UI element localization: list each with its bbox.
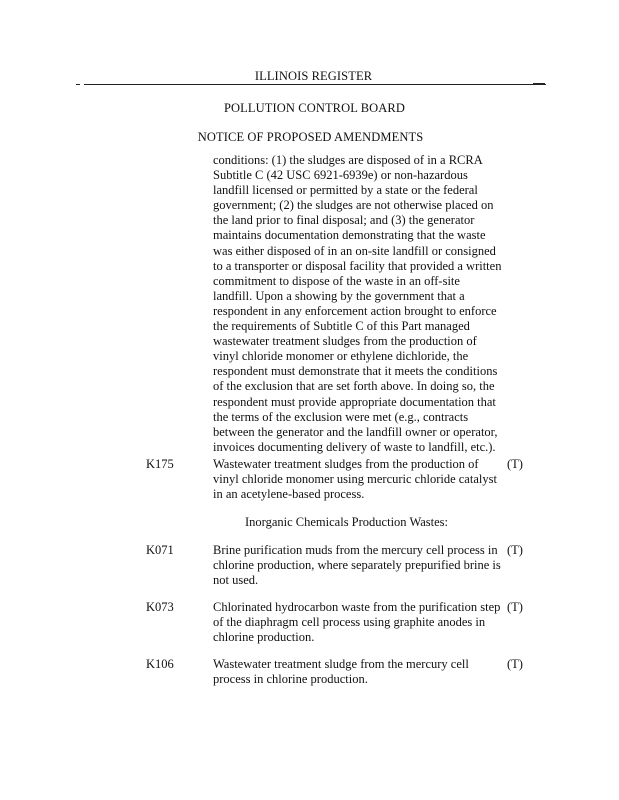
description-line: process in chlorine production. xyxy=(213,672,368,687)
continuation-paragraph xyxy=(213,153,503,455)
waste-description-k106 xyxy=(213,657,498,687)
paragraph-line: Subtitle C (42 USC 6921-6939e) or non-hazardous xyxy=(213,168,468,183)
description-line: Wastewater treatment sludges from the production of xyxy=(213,457,479,471)
hazard-code-k073: (T) xyxy=(507,600,523,614)
paragraph-line: between the generator and the landfill owner or operator, xyxy=(213,424,498,439)
paragraph-line: wastewater treatment sludges from the production of xyxy=(213,334,477,349)
paragraph-line: landfill licensed or permitted by a state or the federal xyxy=(213,183,478,198)
description-line: not used. xyxy=(213,573,259,588)
paragraph-line: respondent in any enforcement action brought to enforce xyxy=(213,303,497,318)
description-line: Wastewater treatment sludge from the mercury cell xyxy=(213,657,469,671)
header-rule-right-tick xyxy=(533,83,545,85)
paragraph-line: of the exclusion that are set forth above. In doing so, the xyxy=(213,379,495,394)
register-title: ILLINOIS REGISTER xyxy=(254,69,373,83)
description-line: chlorine production. xyxy=(213,630,315,645)
paragraph-line: invoices documenting delivery of waste to landfill, etc.). xyxy=(213,439,496,454)
paragraph-line: maintains documentation demonstrating that the waste xyxy=(213,228,486,243)
description-line: vinyl chloride monomer using mercuric chloride catalyst xyxy=(213,472,497,487)
paragraph-line: conditions: (1) the sludges are disposed of in a RCRA xyxy=(213,153,483,167)
description-line: in an acetylene-based process. xyxy=(213,487,365,502)
paragraph-line: was either disposed of in an on-site landfill or consigned xyxy=(213,243,496,258)
notice-title: NOTICE OF PROPOSED AMENDMENTS xyxy=(197,130,424,144)
agency-name: POLLUTION CONTROL BOARD xyxy=(224,101,405,115)
description-line: Chlorinated hydrocarbon waste from the purification step xyxy=(213,600,501,614)
paragraph-line: commitment to dispose of the waste in an off-site xyxy=(213,273,460,288)
description-line: Brine purification muds from the mercury cell process in xyxy=(213,543,498,557)
waste-description-k073 xyxy=(213,600,501,645)
waste-code-k073: K073 xyxy=(146,600,174,614)
paragraph-line: vinyl chloride monomer or ethylene dichloride, the xyxy=(213,349,469,364)
paragraph-line: landfill. Upon a showing by the government that a xyxy=(213,288,465,303)
paragraph-line: respondent must provide appropriate documentation that xyxy=(213,394,496,409)
waste-description-k071 xyxy=(213,543,501,588)
hazard-code-k071: (T) xyxy=(507,543,523,557)
paragraph-line: to a transporter or disposal facility that provided a written xyxy=(213,258,502,273)
header-rule-left-tick xyxy=(76,84,80,85)
description-line: chlorine production, where separately prepurified brine is xyxy=(213,558,501,573)
hazard-code-k106: (T) xyxy=(507,657,523,671)
description-line: of the diaphragm cell process using graphite anodes in xyxy=(213,615,486,630)
section-heading: Inorganic Chemicals Production Wastes: xyxy=(245,515,449,529)
paragraph-line: respondent must demonstrate that it meets the conditions xyxy=(213,364,498,379)
waste-code-k071: K071 xyxy=(146,543,174,557)
paragraph-line: the requirements of Subtitle C of this Part managed xyxy=(213,319,470,334)
header-rule xyxy=(84,84,546,85)
waste-code-k106: K106 xyxy=(146,657,174,671)
paragraph-line: the land prior to final disposal; and (3) the generator xyxy=(213,213,475,228)
hazard-code-k175: (T) xyxy=(507,457,523,471)
waste-description-k175 xyxy=(213,457,498,502)
waste-code-k175: K175 xyxy=(146,457,174,471)
paragraph-line: government; (2) the sludges are not otherwise placed on xyxy=(213,198,494,213)
paragraph-line: the terms of the exclusion were met (e.g., contracts xyxy=(213,409,469,424)
